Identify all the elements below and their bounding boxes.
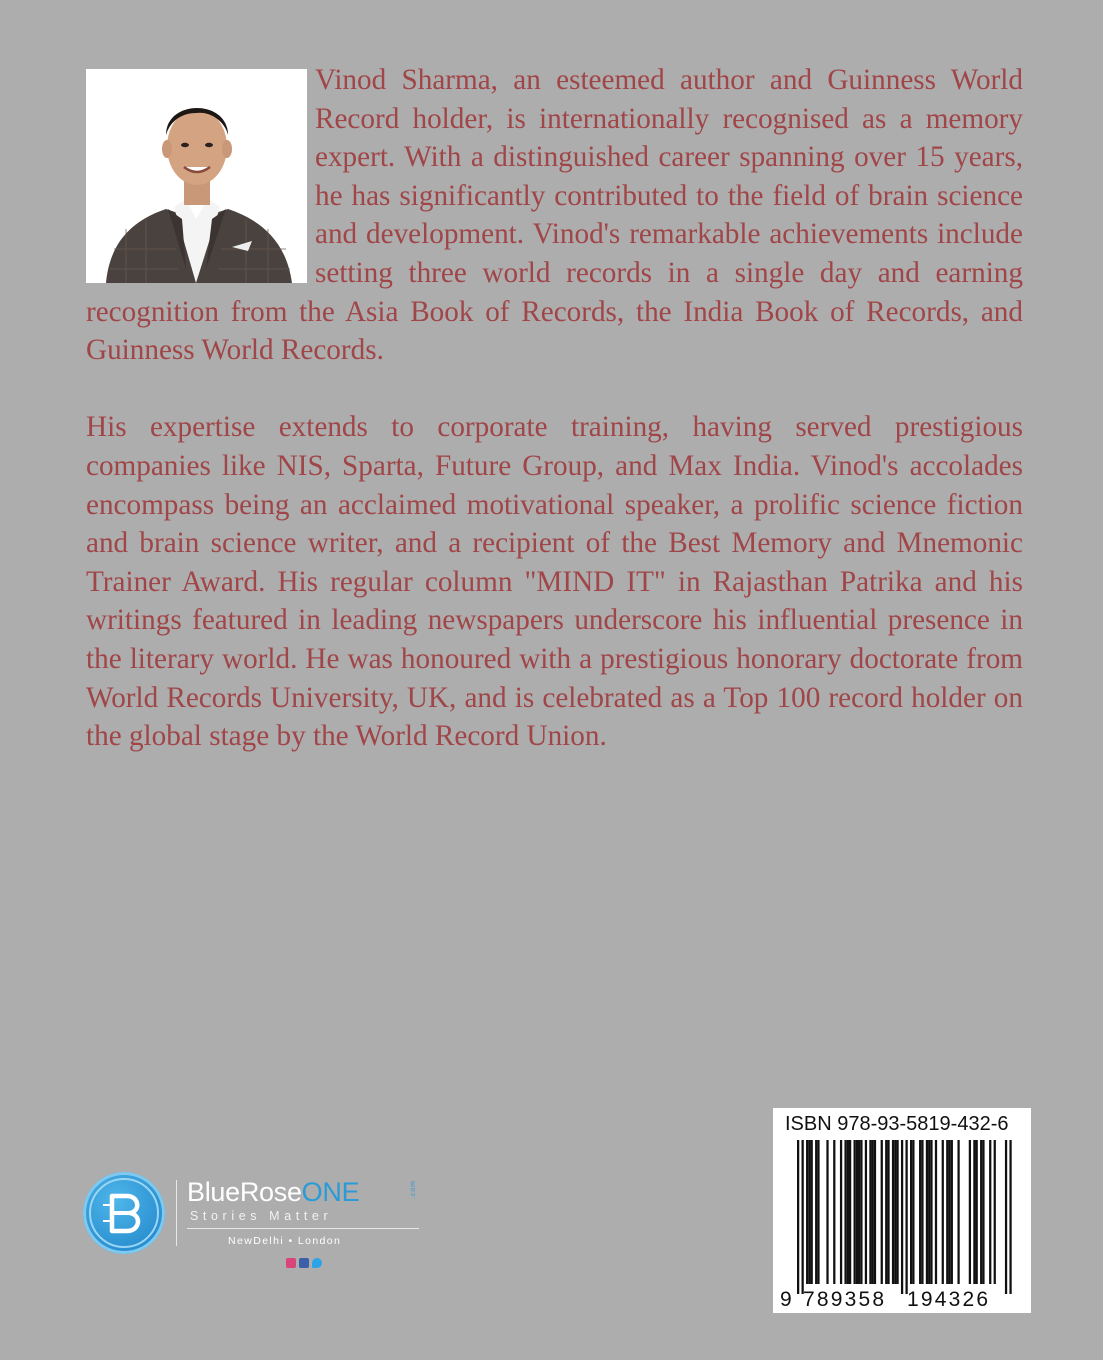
barcode-bar (980, 1140, 982, 1284)
barcode-bar (982, 1140, 984, 1284)
barcode-bar (926, 1140, 928, 1284)
brand-name-part2: ONE (301, 1177, 360, 1207)
brand-name-part1: BlueRose (187, 1177, 302, 1207)
bio-paragraph-2: His expertise extends to corporate training, having served prestigious companies like NIS, Sparta, Future Group, and Max India. Vinod's accolades encompass being an acclaimed motivational speaker, a prolific science fiction and brain science writer, and a recipient of the Best Memory and Mnemonic Trainer Award. His regular column "MIND IT" in Rajasthan Patrika and his writings featured in leading newspapers underscore his influential presence in the literary world. He was honoured with a prestigious honorary doctorate from World Records University, UK, and is celebrated as a Top 100 record holder on the global stage by the World Record Union. (86, 411, 1023, 753)
isbn-label: ISBN 978-93-5819-432-6 (785, 1113, 1009, 1135)
barcode-bar (930, 1140, 932, 1284)
isbn-barcode (773, 1108, 1031, 1313)
barcode-bar (1009, 1140, 1011, 1294)
barcode-bar (815, 1140, 817, 1284)
barcode-bar (854, 1140, 856, 1284)
barcode-bar (840, 1140, 842, 1284)
barcode-bar (869, 1140, 871, 1284)
barcode-bar (919, 1140, 921, 1284)
publisher-brand-name (187, 1177, 359, 1207)
facebook-icon (299, 1258, 309, 1268)
barcode-bar (860, 1140, 862, 1284)
barcode-bar (808, 1140, 810, 1284)
barcode-bar (844, 1140, 846, 1284)
barcode-bar (817, 1140, 819, 1284)
publisher-tagline: Stories Matter (190, 1209, 333, 1223)
barcode-bar (951, 1140, 953, 1284)
barcode-bar (811, 1140, 813, 1284)
twitter-icon (312, 1258, 322, 1268)
barcode-digits-right: 194326 (907, 1288, 991, 1311)
instagram-icon (286, 1258, 296, 1268)
barcode-bar (935, 1140, 937, 1284)
barcode-bar (948, 1140, 950, 1284)
barcode-bar (833, 1140, 835, 1284)
barcode-bar (858, 1140, 860, 1284)
barcode-bar (881, 1140, 883, 1284)
author-photo (86, 69, 307, 283)
barcode-bar (802, 1140, 804, 1294)
logo-rule (187, 1228, 419, 1229)
author-portrait-image (86, 69, 307, 283)
barcode-bar (872, 1140, 874, 1284)
barcode-bar (973, 1140, 975, 1284)
barcode-bar (976, 1140, 978, 1284)
barcode-bar (912, 1140, 914, 1284)
barcode-bar (856, 1140, 858, 1284)
barcode-bar (942, 1140, 944, 1284)
barcode-bar (806, 1140, 808, 1284)
barcode-bar (896, 1140, 898, 1284)
barcode-bar (874, 1140, 876, 1284)
barcode-bar (928, 1140, 930, 1284)
barcode-bar (887, 1140, 889, 1284)
brand-suffix: .com (410, 1180, 417, 1200)
barcode-digit-lead: 9 (780, 1288, 792, 1311)
barcode-bars (797, 1140, 1012, 1294)
barcode-digits-left: 789358 (803, 1288, 887, 1311)
barcode-graphic (773, 1108, 1031, 1313)
barcode-bar (905, 1140, 907, 1294)
barcode-bar (969, 1140, 971, 1284)
publisher-logo (83, 1172, 443, 1282)
barcode-bar (910, 1140, 912, 1284)
barcode-bar (849, 1140, 851, 1284)
bluerose-emblem-icon (83, 1172, 165, 1254)
logo-divider (176, 1180, 177, 1246)
barcode-bar (994, 1140, 996, 1284)
barcode-bar (865, 1140, 867, 1284)
barcode-bar (921, 1140, 923, 1284)
barcode-bar (1005, 1140, 1007, 1294)
barcode-bar (901, 1140, 903, 1294)
barcode-bar (946, 1140, 948, 1284)
barcode-bar (989, 1140, 991, 1284)
barcode-bar (885, 1140, 887, 1284)
bio-paragraph-1-text: Vinod Sharma, an esteemed author and Guinness World Record holder, is internationally recognised as a memory expert. With a distinguished career spanning over 15 years, he has significantly contributed to the field of brain science and development. Vinod's remarkable achievements include setting three world records in a single day and earning recognition from the Asia Book of Records, the India Book of Records, and Guinness World Records. (86, 64, 1023, 367)
barcode-bar (847, 1140, 849, 1284)
barcode-bar (892, 1140, 894, 1284)
barcode-bar (797, 1140, 799, 1294)
barcode-bar (894, 1140, 896, 1284)
barcode-bar (957, 1140, 959, 1284)
social-icons (286, 1258, 326, 1270)
publisher-cities: NewDelhi • London (228, 1235, 342, 1247)
barcode-bar (826, 1140, 828, 1284)
